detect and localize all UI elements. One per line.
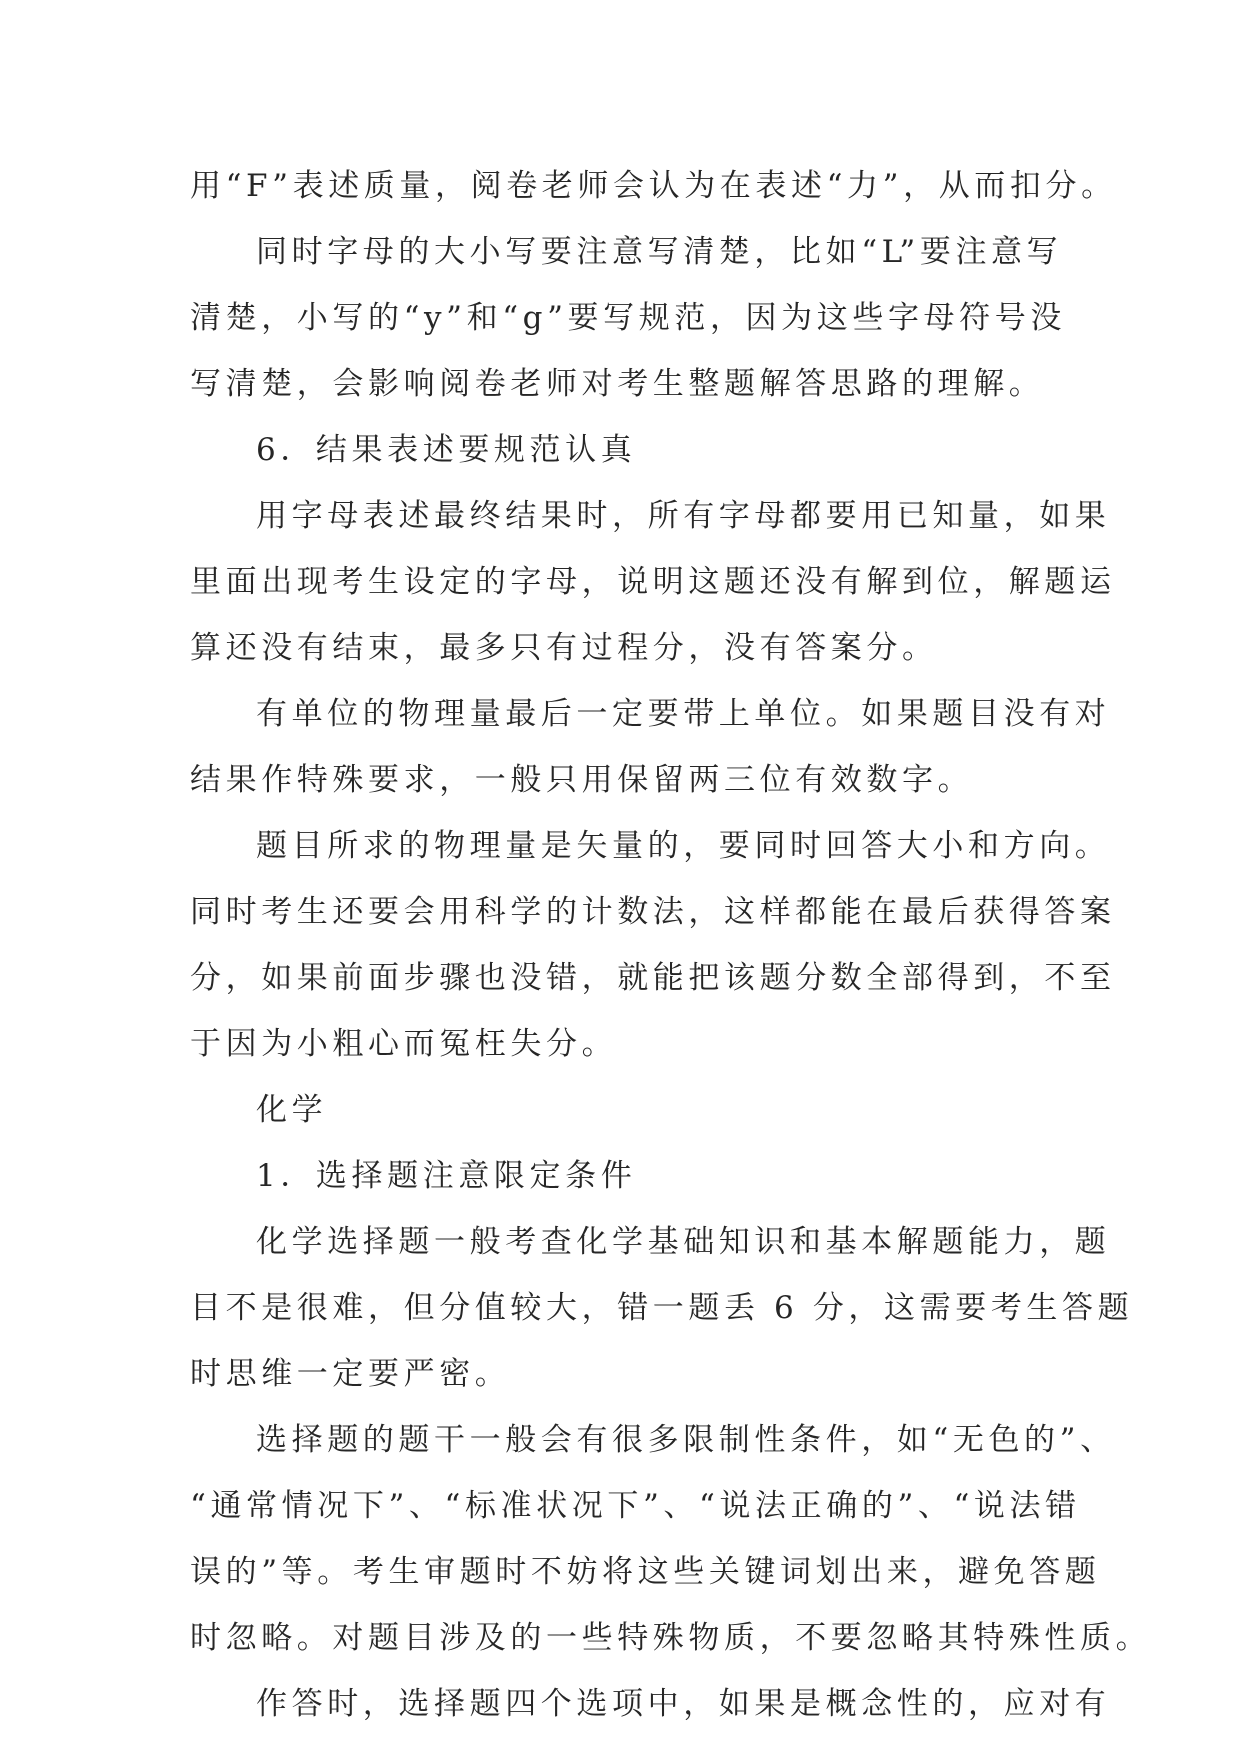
text-line: 用字母表述最终结果时，所有字母都要用已知量，如果 (256, 498, 1111, 534)
text-line: 同时字母的大小写要注意写清楚，比如“L”要注意写 (256, 234, 1063, 270)
text-line: 同时考生还要会用科学的计数法，这样都能在最后获得答案 (190, 894, 1116, 930)
text-line: 作答时，选择题四个选项中，如果是概念性的，应对有 (256, 1686, 1111, 1722)
section-heading: 6．结果表述要规范认真 (256, 432, 637, 468)
text-line: 化学选择题一般考查化学基础知识和基本解题能力，题 (256, 1224, 1111, 1260)
text-line: 选择题的题干一般会有很多限制性条件，如“无色的”、 (256, 1422, 1116, 1458)
text-line: 时忽略。对题目涉及的一些特殊物质，不要忽略其特殊性质。 (190, 1620, 1152, 1656)
text-line: 结果作特殊要求，一般只用保留两三位有效数字。 (190, 762, 974, 798)
text-line: 题目所求的物理量是矢量的，要同时回答大小和方向。 (256, 828, 1111, 864)
text-line: “通常情况下”、“标准状况下”、“说法正确的”、“说法错 (190, 1488, 1081, 1524)
section-heading: 1．选择题注意限定条件 (256, 1158, 637, 1194)
section-heading: 化学 (256, 1092, 328, 1128)
text-line: 用“F”表述质量，阅卷老师会认为在表述“力”，从而扣分。 (190, 168, 1117, 204)
text-line: 目不是很难，但分值较大，错一题丢 6 分，这需要考生答题 (190, 1290, 1134, 1326)
text-line: 误的”等。考生审题时不妨将这些关键词划出来，避免答题 (190, 1554, 1101, 1590)
text-line: 清楚，小写的“y”和“g”要写规范，因为这些字母符号没 (190, 300, 1066, 336)
text-line: 里面出现考生设定的字母，说明这题还没有解到位，解题运 (190, 564, 1116, 600)
text-line: 写清楚，会影响阅卷老师对考生整题解答思路的理解。 (190, 366, 1045, 402)
text-line: 于因为小粗心而冤枉失分。 (190, 1026, 618, 1062)
text-line: 算还没有结束，最多只有过程分，没有答案分。 (190, 630, 938, 666)
text-line: 分，如果前面步骤也没错，就能把该题分数全部得到，不至 (190, 960, 1116, 996)
text-line: 时思维一定要严密。 (190, 1356, 511, 1392)
text-line: 有单位的物理量最后一定要带上单位。如果题目没有对 (256, 696, 1111, 732)
